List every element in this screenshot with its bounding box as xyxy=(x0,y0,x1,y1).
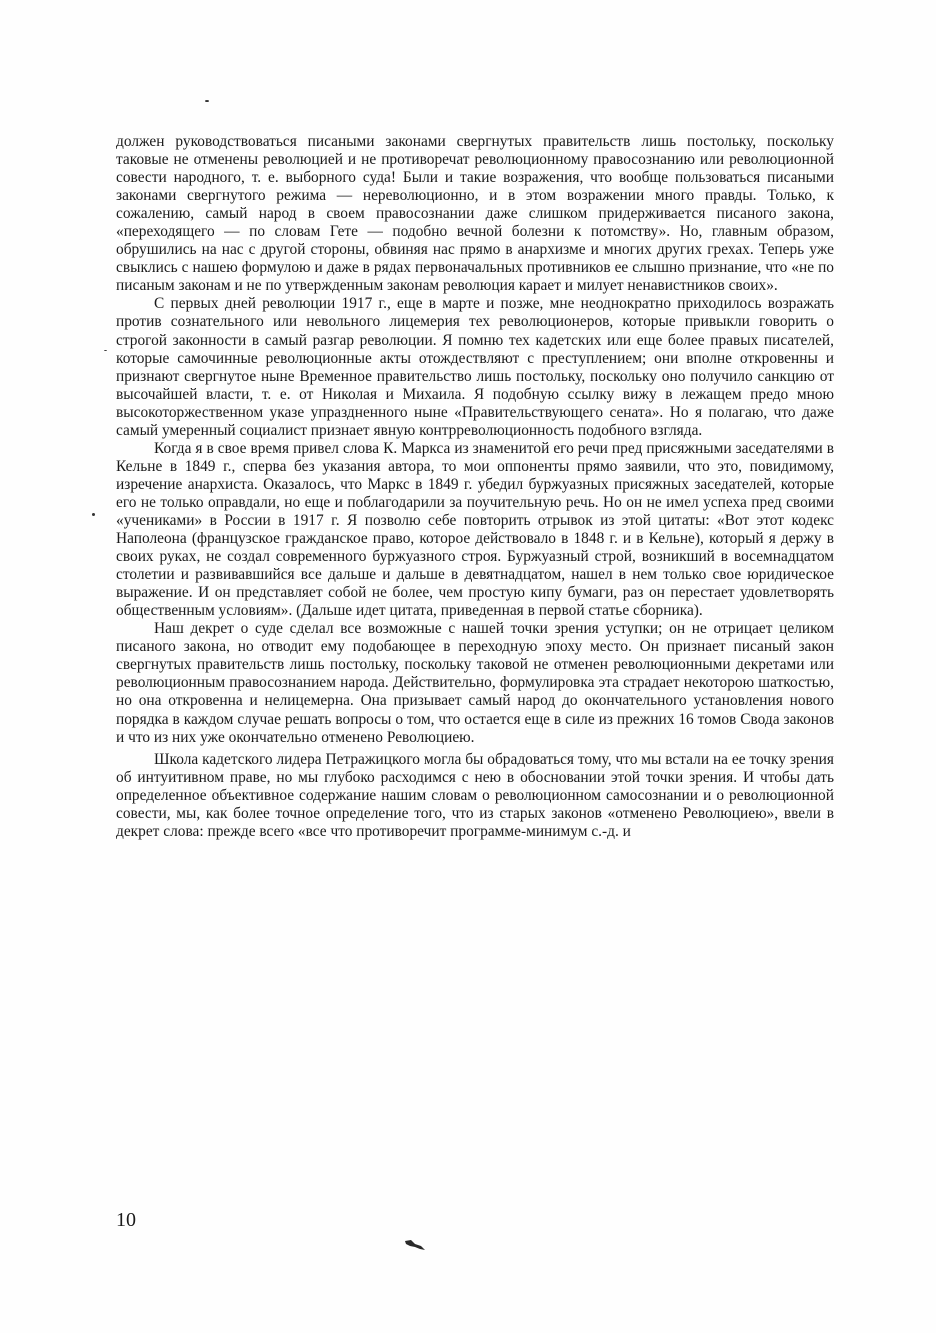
paragraph: Когда я в свое время привел слова К. Маркса из знаменитой его речи пред присяжными заседателями в Кельне в 1849 г., сперва без указания автора, то мои оппоненты прямо заявили, что это, повидимому, изречение анархиста. Оказалось, что Маркс в 1849 г. убедил буржуазных присяжных заседателей, которые его не только оправдали, но еще и поблагодарили за поучительную речь. Но он не имел успеха пред своими «учениками» в России в 1917 г. Я позволю себе повторить отрывок из этой цитаты: «Вот этот кодекс Наполеона (французское гражданское право, которое действовало в 1848 г. и в Кельне), который я держу в своих руках, не создал современного буржуазного строя. Буржуазный строй, возникший в восемнадцатом столетии и развивавшийся все дальше и дальше в девятнадцатом, нашел в нем только свое юридическое выражение. И он представляет собой не более, чем простую кипу бумаги, раз он перестает удовлетворять общественным условиям». (Дальше идет цитата, приведенная в первой статье сборника). xyxy=(116,439,834,620)
paragraph: Наш декрет о суде сделал все возможные с нашей точки зрения уступки; он не отрицает целиком писаного закона, но отводит ему подобающее в переходную эпоху место. Он признает писаный закон свергнутых правительств лишь постольку, поскольку таковой не отменен революционными декретами или революционным правосознанием народа. Действительно, формулировка эта страдает некоторою шаткостью, но она откровенна и нелицемерна. Она призывает самый народ до окончательного установления нового порядка в каждом случае решать вопросы о том, что остается еще в силе из прежних 16 томов Свода законов и что из них уже окончательно отменено Революциею. xyxy=(116,620,834,746)
paragraph-continued: должен руководствоваться писаными законами свергнутых правительств лишь постольку, поскольку таковые не отменены революцией и не противоречат революционному правосознанию или революционной совести народного, т. е. выборного суда! Были и такие возражения, что вообще пользоваться писаными законами свергнутого режима — нереволюционно, и в этом возражении много правды. Только, к сожалению, самый народ в своем правосознании даже слишком придерживается писаного закона, «переходящего — по словам Гете — подобно вечной болезни к потомству». Но, главным образом, обрушились на нас с другой стороны, обвиняя нас прямо в анархизме и многих других грехах. Теперь уже свыклись с нашею формулою и даже в рядах первоначальных противников ее слышно признание, что «не по писаным законам и не по утвержденным законам революция карает и милует ненавистников своих». xyxy=(116,133,834,295)
print-speck xyxy=(92,513,95,516)
ink-smudge-icon xyxy=(403,1237,427,1253)
paragraph: Школа кадетского лидера Петражицкого могла бы обрадоваться тому, что мы встали на ее точку зрения об интуитивном праве, но мы глубоко расходимся с нею в обосновании этой точки зрения. И чтобы дать определенное объективное содержание нашим словам о революционном самосознании и о революционной совести, мы, как более точное определение того, что из старых законов «отменено Революциею», ввели в декрет слова: прежде всего «все что противоречит программе-минимум с.-д. и xyxy=(116,750,834,840)
print-speck xyxy=(104,350,107,351)
paragraph: С первых дней революции 1917 г., еще в марте и позже, мне неоднократно приходилось возражать против сознательного или невольного лицемерия тех революционеров, которые привыкли говорить о строгой законности в самый разгар революции. Я помню тех кадетских или еще более правых писателей, которые самочинные революционные акты отождествляют с преступлением; они вполне откровенны и признают свергнутое ныне Временное правительство лишь постольку, поскольку оно получило санкцию от высочайшей власти, т. е. от Николая и Михаила. Я подобную ссылку вижу в лежащем предо мною высокоторжественном указе упраздненного ныне «Правительствующего сената». Но я полагаю, что даже самый умеренный социалист признает явную контрреволюционность подобного взгляда. xyxy=(116,295,834,439)
body-text xyxy=(116,133,834,841)
page-number: 10 xyxy=(116,1209,136,1231)
print-speck xyxy=(205,100,209,102)
